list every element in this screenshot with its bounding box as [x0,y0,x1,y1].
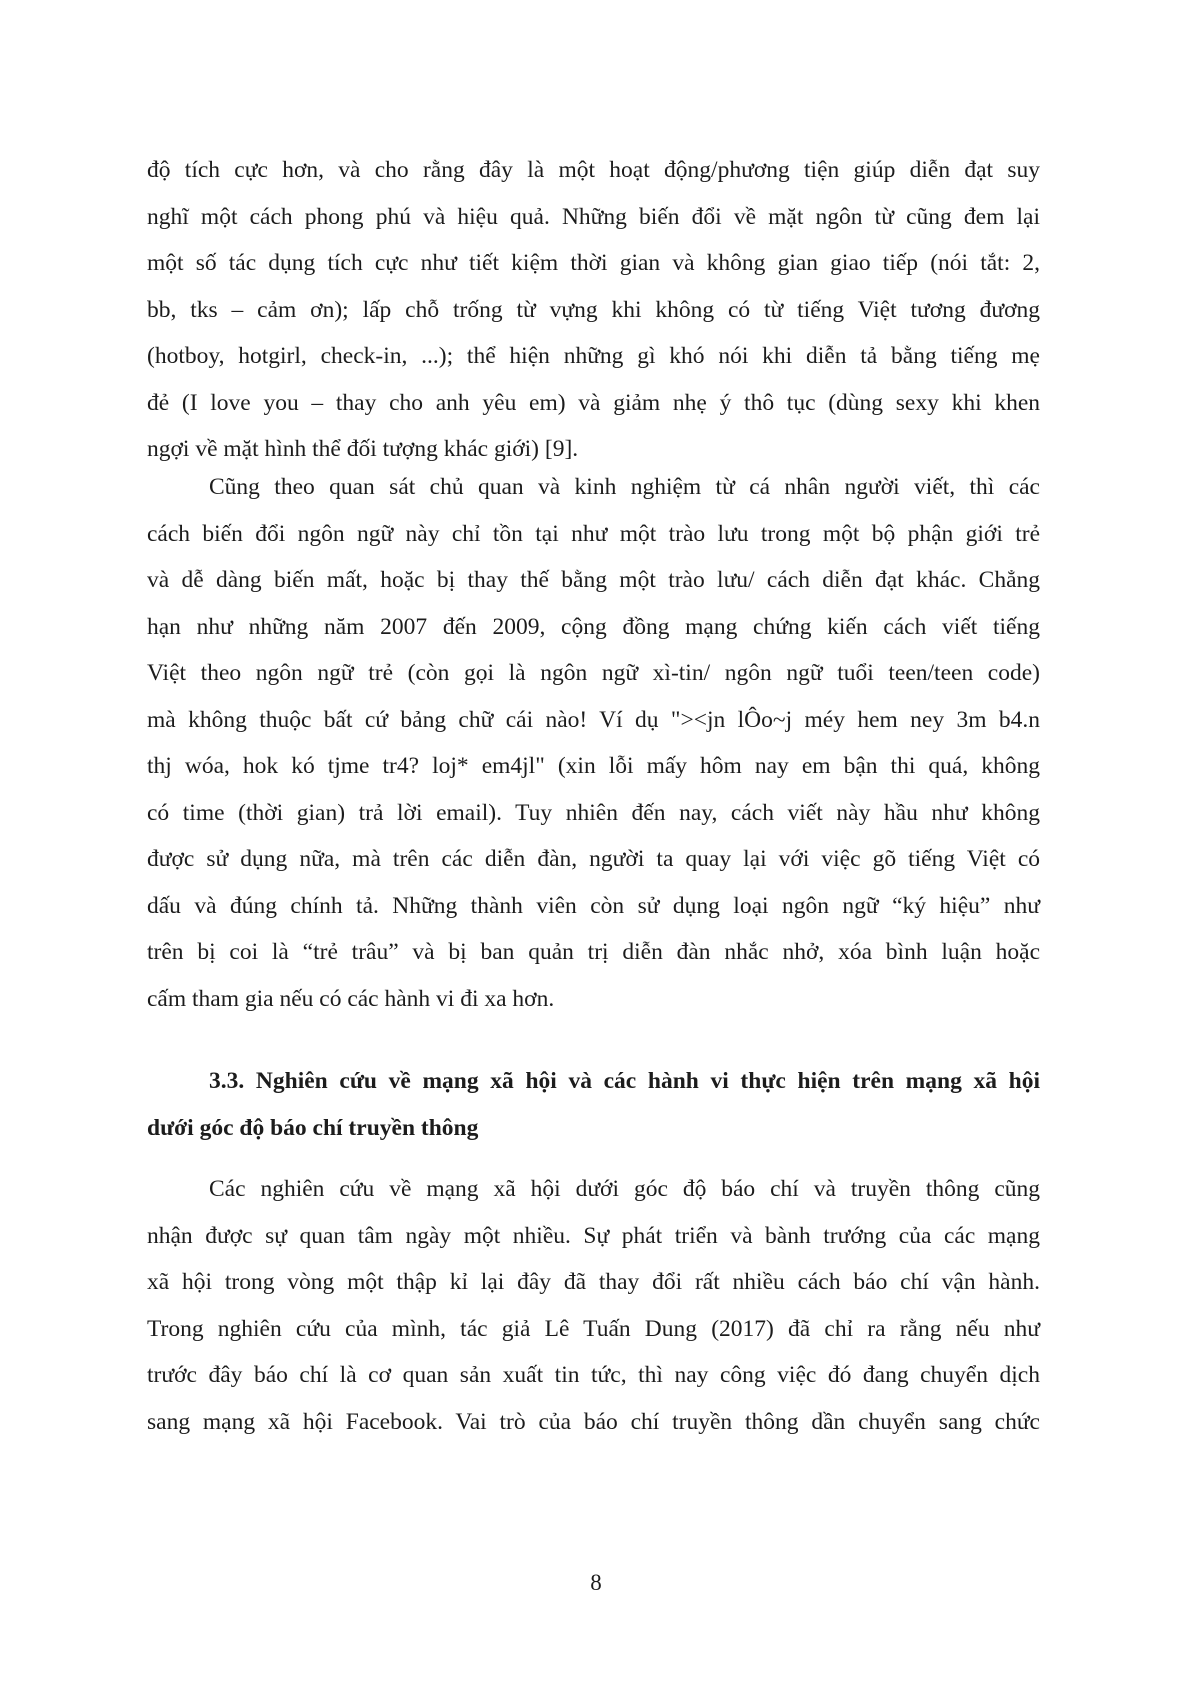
text-line: Các nghiên cứu về mạng xã hội dưới góc độ báo chí và truyền thông cũng [209,1176,1040,1202]
text-line: Trong nghiên cứu của mình, tác giả Lê Tuấn Dung (2017) đã chỉ ra rằng nếu như [147,1315,1040,1342]
text-line: Việt theo ngôn ngữ trẻ (còn gọi là ngôn ngữ xì-tin/ ngôn ngữ tuổi teen/teen code) [147,660,1040,686]
text-line: cấm tham gia nếu có các hành vi đi xa hơn. [147,985,555,1012]
text-line: nghĩ một cách phong phú và hiệu quả. Những biến đổi về mặt ngôn từ cũng đem lại [147,203,1040,230]
heading-line: 3.3. Nghiên cứu về mạng xã hội và các hành vi thực hiện trên mạng xã hội [209,1068,1040,1094]
text-line: độ tích cực hơn, và cho rằng đây là một hoạt động/phương tiện giúp diễn đạt suy [147,157,1040,183]
text-line: và dễ dàng biến mất, hoặc bị thay thế bằng một trào lưu/ cách diễn đạt khác. Chẳng [147,567,1040,593]
text-line: trên bị coi là “trẻ trâu” và bị ban quản trị diễn đàn nhắc nhở, xóa bình luận hoặc [147,939,1040,965]
text-line: thj wóa, hok kó tjme tr4? loj* em4jl" (xin lỗi mấy hôm nay em bận thi quá, không [147,753,1040,779]
text-line: nhận được sự quan tâm ngày một nhiều. Sự phát triển và bành trướng của các mạng [147,1222,1040,1249]
text-line: (hotboy, hotgirl, check-in, ...); thể hiện những gì khó nói khi diễn tả bằng tiếng mẹ [147,343,1040,369]
text-line: một số tác dụng tích cực như tiết kiệm thời gian và không gian giao tiếp (nói tắt: 2, [147,250,1040,276]
text-line: đẻ (I love you – thay cho anh yêu em) và giảm nhẹ ý thô tục (dùng sexy khi khen [147,389,1040,416]
text-line: được sử dụng nữa, mà trên các diễn đàn, người ta quay lại với việc gõ tiếng Việt có [147,846,1040,872]
text-line: dấu và đúng chính tả. Những thành viên còn sử dụng loại ngôn ngữ “ký hiệu” như [147,892,1040,919]
page-number: 8 [590,1570,602,1595]
text-line: trước đây báo chí là cơ quan sản xuất tin tức, thì nay công việc đó đang chuyển dịch [147,1362,1040,1388]
paragraph-1 [147,147,1040,473]
text-line: Cũng theo quan sát chủ quan và kinh nghiệm từ cá nhân người viết, thì các [209,474,1040,500]
paragraph-2 [147,464,1040,1022]
text-line: cách biến đổi ngôn ngữ này chỉ tồn tại như một trào lưu trong một bộ phận giới trẻ [147,520,1040,547]
text-line: xã hội trong vòng một thập kỉ lại đây đã thay đổi rất nhiều cách báo chí vận hành. [147,1269,1040,1295]
section-heading [147,1058,1040,1151]
text-line: hạn như những năm 2007 đến 2009, cộng đồng mạng chứng kiến cách viết tiếng [147,613,1040,640]
text-line: mà không thuộc bất cứ bảng chữ cái nào! Ví dụ "><jn lÔo~j méy hem ney 3m b4.n [147,706,1040,733]
text-line: ngợi về mặt hình thể đối tượng khác giới) [9]. [147,436,579,462]
text-line: có time (thời gian) trả lời email). Tuy nhiên đến nay, cách viết này hầu như không [147,799,1040,826]
text-line: sang mạng xã hội Facebook. Vai trò của báo chí truyền thông dần chuyển sang chức [147,1408,1040,1435]
text-line: bb, tks – cảm ơn); lấp chỗ trống từ vựng khi không có từ tiếng Việt tương đương [147,296,1040,323]
heading-line: dưới góc độ báo chí truyền thông [147,1114,479,1141]
paragraph-3 [147,1166,1040,1445]
